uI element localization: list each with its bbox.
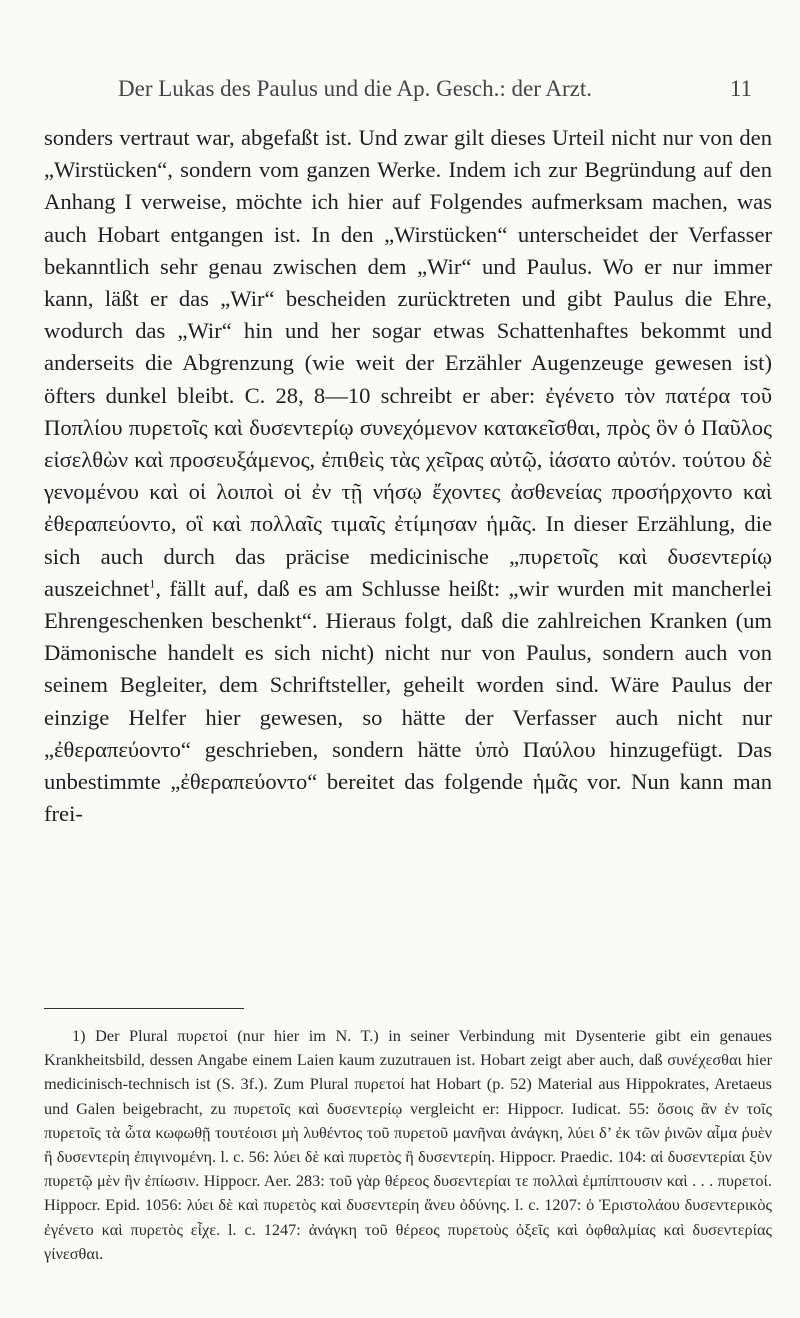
running-header [118, 76, 752, 102]
body-text-part2: , fällt auf, daß es am Schlusse heißt: „wir wurden mit mancherlei Ehrengeschenken beschenkt“. Hieraus folgt, daß die zahlreichen Kranken (um Dämonische handelt es sich nicht) nicht nur von Paulus, sondern auch von seinem Begleiter, dem Schriftsteller, geheilt worden sind. Wäre Paulus der einzige Helfer hier gewesen, so hätte der Verfasser auch nicht nur „ἐθεραπεύοντο“ geschrieben, sondern hätte ὑπὸ Παύλου hinzugefügt. Das unbestimmte „ἐθεραπεύοντο“ bereitet das folgende ἡμᾶς vor. Nun kann man frei- [44, 575, 772, 827]
footnote-number: 1) [72, 1026, 86, 1045]
footnote [44, 1024, 772, 1266]
running-title: Der Lukas des Paulus und die Ap. Gesch.: der Arzt. [118, 76, 592, 101]
main-text [44, 122, 772, 830]
footnote-reference: 1 [149, 576, 156, 591]
footnote-text: Der Plural πυρετοί (nur hier im N. T.) in seiner Verbindung mit Dysenterie gibt ein genaues Krankheitsbild, dessen Angabe einem Laien kaum zuzutrauen ist. Hobart zeigt aber auch, daß συνέχεσθαι hier medicinisch-technisch ist (S. 3f.). Zum Plural πυρετοί hat Hobart (p. 52) Material aus Hippokrates, Aretaeus und Galen beigebracht, zu πυρετοῖς καὶ δυσεντερίῳ vergleicht er: Hippocr. Iudicat. 55: ὅσοις ἂν ἐν τοῖς πυρετοῖς τὰ ὦτα κωφωθῇ τουτέοισι μὴ λυθέντος τοῦ πυρετοῦ μανῆναι ἀνάγκη, λύει δ’ ἐκ τῶν ῥινῶν αἷμα ῥυὲν ἢ δυσεντερίη ἐπιγινομένη. l. c. 56: λύει δὲ καὶ πυρετὸς ἢ δυσεντερίη. Hippocr. Praedic. 104: αἱ δυσεντερίαι ξὺν πυρετῷ μὲν ἢν ἐπίωσιν. Hippocr. Aer. 283: τοῦ γὰρ θέρεος δυσεντερίαι τε πολλαὶ ἐμπίπτουσιν καὶ . . . πυρετοί. Hippocr. Epid. 1056: λύει δὲ καὶ πυρετὸς καὶ δυσεντερίη ἄνευ ὀδύνης. l. c. 1207: ὁ Ἐριστολάου δυσεντερικὸς ἐγένετο καὶ πυρετὸς εἶχε. l. c. 1247: ἀνάγκη τοῦ θέρεος πυρετοὺς ὀξεῖς καὶ ὀφθαλμίας καὶ δυσεντερίας γίνεσθαι. [44, 1026, 772, 1263]
page-number: 11 [729, 76, 752, 101]
body-text-part1: sonders vertraut war, abgefaßt ist. Und zwar gilt dieses Urteil nicht nur von den „Wirstücken“, sondern vom ganzen Werke. Indem ich zur Begründung auf den Anhang I verweise, möchte ich hier auf Folgendes aufmerksam machen, was auch Hobart entgangen ist. In den „Wirstücken“ unterscheidet der Verfasser bekanntlich sehr genau zwischen dem „Wir“ und Paulus. Wo er nur immer kann, läßt er das „Wir“ bescheiden zurücktreten und gibt Paulus die Ehre, wodurch das „Wir“ hin und her sogar etwas Schattenhaftes bekommt und anderseits die Abgrenzung (wie weit der Erzähler Augenzeuge gewesen ist) öfters dunkel bleibt. C. 28, 8—10 schreibt er aber: ἐγένετο τὸν πατέρα τοῦ Ποπλίου πυρετοῖς καὶ δυσεντερίῳ συνεχόμενον κατακεῖσθαι, πρὸς ὃν ὁ Παῦλος εἰσελθὼν καὶ προσευξάμενος, ἐπιθεὶς τὰς χεῖρας αὐτῷ, ἰάσατο αὐτόν. τούτου δὲ γενομένου καὶ οἱ λοιποὶ οἱ ἐν τῇ νήσῳ ἔχοντες ἀσθενείας προσήρχοντο καὶ ἐθεραπεύοντο, οἳ καὶ πολλαῖς τιμαῖς ἐτίμησαν ἡμᾶς. In dieser Erzählung, die sich auch durch das präcise medicinische „πυρετοῖς καὶ δυσεντερίῳ auszeichnet [44, 125, 772, 601]
footnote-divider [44, 1008, 244, 1009]
